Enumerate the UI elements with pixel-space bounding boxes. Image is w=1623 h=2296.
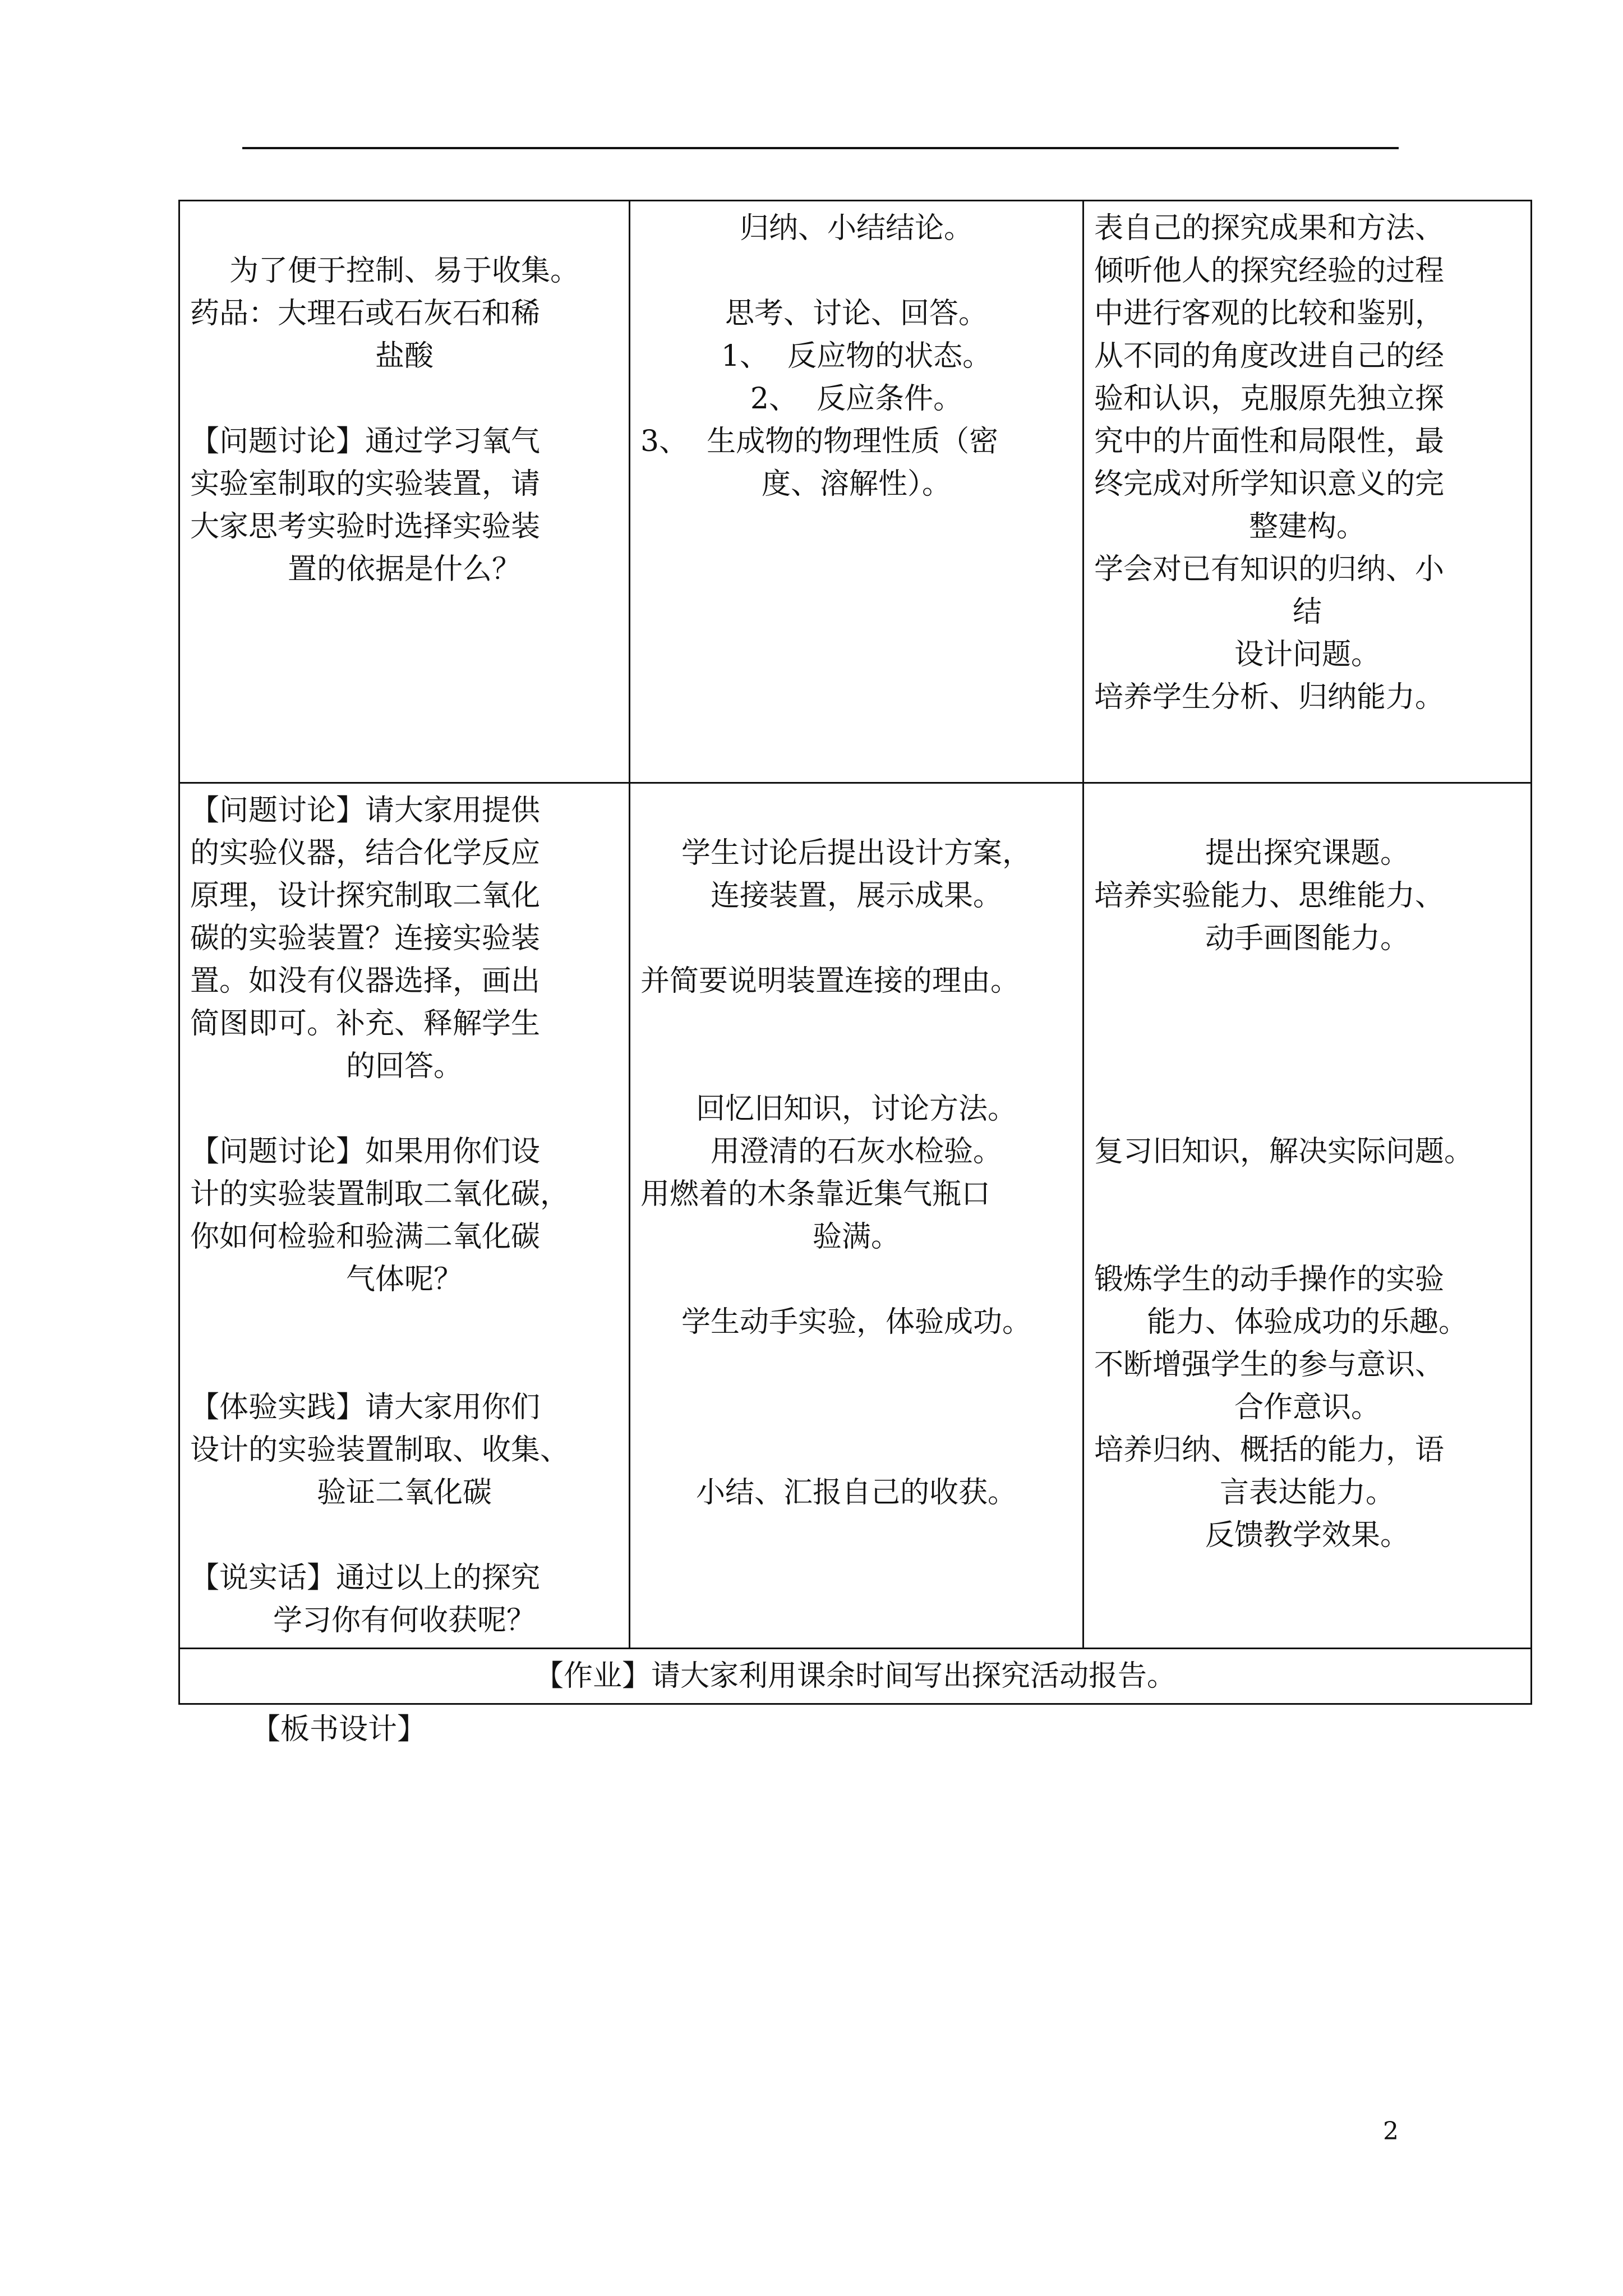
text-line <box>1094 1088 1520 1130</box>
text-line: 思考、讨论、回答。 <box>725 297 988 330</box>
text-line <box>190 1088 619 1130</box>
text-line <box>190 1343 619 1386</box>
text-line: 计的实验装置制取二氧化碳， <box>190 1177 570 1211</box>
table-row <box>179 783 1532 1649</box>
text-line <box>640 1045 1072 1088</box>
text-line <box>1094 960 1520 1002</box>
text-line: 究中的片面性和局限性，最 <box>1094 425 1445 458</box>
text-line: 提出探究课题。 <box>1205 836 1409 870</box>
homework-cell <box>179 1649 1532 1704</box>
table-row <box>179 201 1532 783</box>
text-line <box>640 917 1072 960</box>
text-line: 的回答。 <box>345 1050 463 1083</box>
text-line: 实验室制取的实验装置，请 <box>190 467 541 501</box>
text-line <box>640 1258 1072 1301</box>
text-line: 连接装置，展示成果。 <box>710 879 1002 913</box>
text-line: 的实验仪器，结合化学反应 <box>190 836 541 870</box>
text-line: 复习旧知识，解决实际问题。 <box>1094 1135 1474 1168</box>
text-line: 1、 反应物的状态。 <box>721 339 992 373</box>
text-line <box>190 1301 619 1343</box>
text-line: 培养实验能力、思维能力、 <box>1094 879 1445 913</box>
student-activity-cell <box>630 783 1083 1649</box>
text-line: 终完成对所学知识意义的完 <box>1094 467 1445 501</box>
page-number: 2 <box>1383 2117 1399 2146</box>
text-line: 能力、体验成功的乐趣。 <box>1146 1305 1468 1339</box>
text-line <box>190 1514 619 1557</box>
text-line: 用澄清的石灰水检验。 <box>710 1135 1002 1168</box>
text-line: 气体呢？ <box>345 1263 463 1296</box>
text-line: 盐酸 <box>375 339 434 373</box>
text-line: 设计的实验装置制取、收集、 <box>190 1433 570 1467</box>
text-line: 验证二氧化碳 <box>316 1476 492 1510</box>
text-line: 小结、汇报自己的收获。 <box>695 1476 1017 1510</box>
text-line: 培养学生分析、归纳能力。 <box>1094 680 1445 714</box>
text-line: 【体验实践】请大家用你们 <box>190 1391 541 1424</box>
text-line: 并简要说明装置连接的理由。 <box>640 964 1020 998</box>
text-line: 中进行客观的比较和鉴别， <box>1094 297 1445 330</box>
text-line <box>190 378 619 420</box>
text-line: 【问题讨论】请大家用提供 <box>190 794 541 827</box>
text-line <box>1094 1002 1520 1045</box>
text-line: 学会对已有知识的归纳、小 <box>1094 553 1445 586</box>
text-line: 简图即可。补充、释解学生 <box>190 1007 541 1041</box>
text-line: 整建构。 <box>1248 510 1366 544</box>
text-line: 度、溶解性）。 <box>761 467 951 501</box>
text-line: 动手画图能力。 <box>1205 922 1409 955</box>
board-design-heading: 【板书设计】 <box>251 1713 427 1746</box>
text-line <box>640 1429 1072 1471</box>
text-line <box>640 789 1072 832</box>
table-row <box>179 1649 1532 1704</box>
teacher-activity-cell <box>179 201 630 783</box>
text-line: 药品：大理石或石灰石和稀 <box>190 297 541 330</box>
text-line: 碳的实验装置？连接实验装 <box>190 922 541 955</box>
text-line: 【问题讨论】如果用你们设 <box>190 1135 541 1168</box>
lesson-plan-table <box>178 200 1532 1705</box>
text-line <box>1094 1216 1520 1258</box>
text-line: 为了便于控制、易于收集。 <box>229 254 579 288</box>
text-line: 大家思考实验时选择实验装 <box>190 510 541 544</box>
teacher-activity-cell <box>179 783 630 1649</box>
text-line: 倾听他人的探究经验的过程 <box>1094 254 1445 288</box>
text-line: 表自己的探究成果和方法、 <box>1094 211 1445 245</box>
text-line <box>640 1386 1072 1429</box>
text-line: 合作意识。 <box>1234 1391 1380 1424</box>
text-line: 培养归纳、概括的能力，语 <box>1094 1433 1445 1467</box>
text-line: 验满。 <box>812 1220 900 1254</box>
homework-text: 【作业】请大家利用课余时间写出探究活动报告。 <box>534 1659 1176 1693</box>
text-line <box>1094 789 1520 832</box>
text-line: 你如何检验和验满二氧化碳 <box>190 1220 541 1254</box>
text-line <box>640 1002 1072 1045</box>
text-line: 原理，设计探究制取二氧化 <box>190 879 541 913</box>
text-line: 言表达能力。 <box>1219 1476 1395 1510</box>
text-line: 用燃着的木条靠近集气瓶口 <box>640 1177 991 1211</box>
design-intent-cell <box>1083 783 1532 1649</box>
text-line <box>640 1343 1072 1386</box>
text-line: 置的依据是什么？ <box>287 553 521 586</box>
text-line <box>1094 1045 1520 1088</box>
text-line <box>640 250 1072 292</box>
design-intent-cell <box>1083 201 1532 783</box>
text-line: 从不同的角度改进自己的经 <box>1094 339 1445 373</box>
text-line: 设计问题。 <box>1234 638 1380 671</box>
text-line: 不断增强学生的参与意识、 <box>1094 1348 1445 1382</box>
text-line: 学生动手实验，体验成功。 <box>681 1305 1031 1339</box>
text-line: 锻炼学生的动手操作的实验 <box>1094 1263 1445 1296</box>
text-line <box>1094 1173 1520 1216</box>
text-line: 验和认识，克服原先独立探 <box>1094 382 1445 416</box>
text-line: 3、 生成物的物理性质（密 <box>640 425 999 458</box>
text-line: 学习你有何收获呢？ <box>273 1604 536 1637</box>
text-line: 归纳、小结结论。 <box>739 211 973 245</box>
text-line: 置。如没有仪器选择，画出 <box>190 964 541 998</box>
text-line: 反馈教学效果。 <box>1205 1519 1409 1552</box>
header-rule <box>242 147 1399 149</box>
text-line: 结 <box>1292 595 1322 629</box>
text-line: 2、 反应条件。 <box>750 382 963 416</box>
student-activity-cell <box>630 201 1083 783</box>
text-line <box>190 207 619 250</box>
text-line: 学生讨论后提出设计方案， <box>681 836 1031 870</box>
text-line: 【说实话】通过以上的探究 <box>190 1561 541 1595</box>
text-line: 回忆旧知识，讨论方法。 <box>695 1092 1017 1126</box>
text-line: 【问题讨论】通过学习氧气 <box>190 425 541 458</box>
